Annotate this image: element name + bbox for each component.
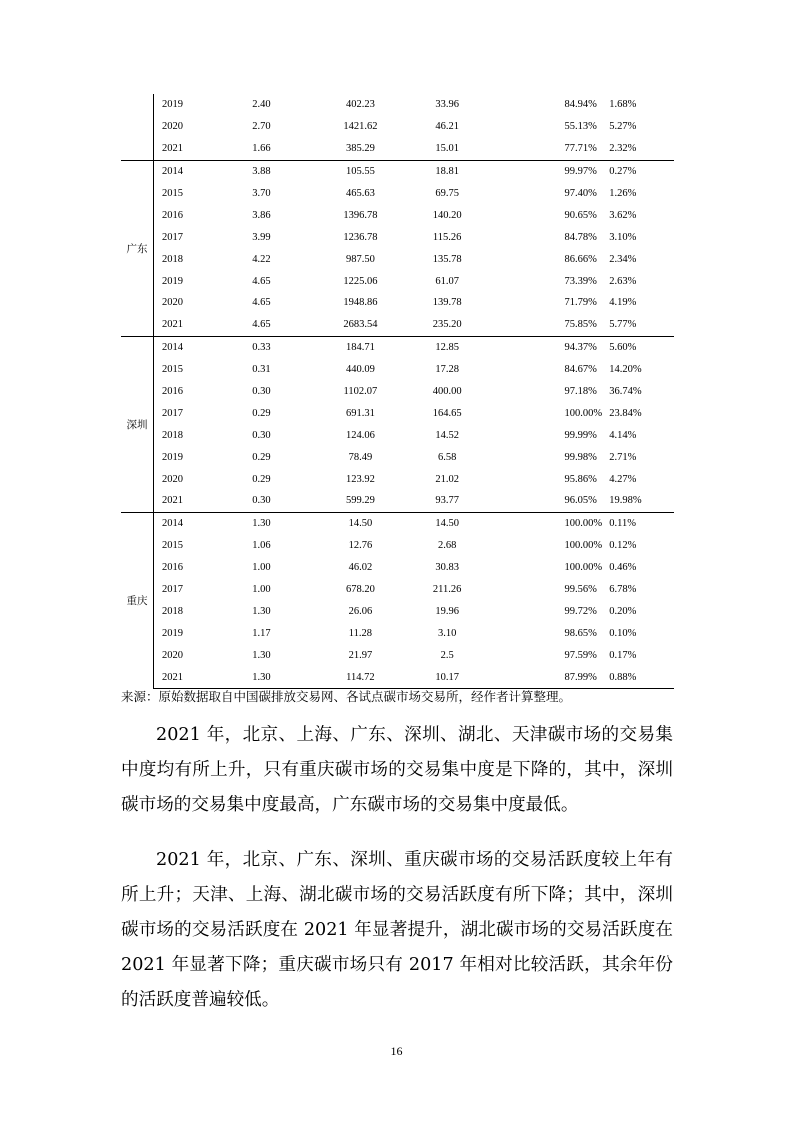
year-cell: 2019 — [162, 99, 183, 111]
volume-cell: 18.81 — [414, 160, 501, 182]
ratio-cell: 4.65 — [252, 297, 271, 309]
table-row — [121, 138, 674, 160]
volume-cell: 2.5 — [440, 649, 454, 661]
activity-cell: 3.10% — [609, 231, 637, 243]
table-row — [121, 183, 674, 205]
amount-cell: 1948.86 — [343, 297, 378, 309]
table-row — [121, 579, 674, 601]
year-cell: 2016 — [162, 562, 183, 574]
concentration-cell: 97.40% — [564, 188, 597, 199]
amount-cell: 46.02 — [348, 562, 373, 574]
year-cell: 2014 — [154, 512, 241, 534]
ratio-cell: 0.29 — [252, 473, 271, 485]
year-cell: 2020 — [162, 473, 183, 485]
ratio-cell: 1.00 — [252, 584, 271, 596]
amount-cell: 21.97 — [348, 649, 373, 661]
concentration-cell: 84.78% — [564, 231, 597, 243]
table-row — [121, 468, 674, 490]
table-row — [121, 314, 674, 336]
region-cell: 深圳 — [121, 336, 154, 512]
volume-cell: 19.96 — [435, 605, 459, 617]
table-row — [121, 94, 674, 116]
ratio-cell: 4.22 — [252, 253, 271, 265]
activity-cell: 0.12% — [609, 540, 637, 552]
concentration-cell: 100.00% — [564, 562, 603, 574]
year-cell: 2017 — [162, 407, 183, 419]
ratio-cell: 1.06 — [252, 540, 271, 552]
year-cell: 2018 — [162, 429, 183, 441]
volume-cell: 30.83 — [435, 562, 459, 574]
activity-cell: 1.26% — [609, 188, 637, 199]
volume-cell: 140.20 — [432, 209, 462, 221]
region-cell: 重庆 — [121, 512, 154, 688]
table-row — [121, 644, 674, 666]
ratio-cell: 1.30 — [240, 512, 327, 534]
ratio-cell: 2.40 — [252, 99, 271, 111]
activity-cell: 2.71% — [609, 451, 637, 463]
activity-cell: 0.46% — [609, 562, 637, 574]
volume-cell: 15.01 — [435, 143, 459, 155]
concentration-cell: 87.99% — [501, 666, 588, 688]
ratio-cell: 1.30 — [240, 666, 327, 688]
amount-cell: 1236.78 — [343, 231, 378, 243]
amount-cell: 987.50 — [345, 253, 375, 265]
amount-cell: 402.23 — [345, 99, 375, 111]
volume-cell: 14.52 — [435, 429, 459, 441]
ratio-cell: 1.66 — [252, 143, 271, 155]
amount-cell: 599.29 — [345, 495, 375, 507]
volume-cell: 14.50 — [414, 512, 501, 534]
amount-cell: 1396.78 — [343, 209, 378, 221]
amount-cell: 123.92 — [345, 473, 375, 485]
activity-cell: 14.20% — [609, 364, 642, 376]
activity-cell: 23.84% — [609, 407, 642, 419]
year-cell: 2019 — [162, 451, 183, 463]
table-row — [121, 512, 674, 534]
region-cell: 广东 — [121, 160, 154, 336]
table-row — [121, 402, 674, 424]
concentration-cell: 55.13% — [564, 121, 597, 133]
table-row — [121, 204, 674, 226]
table-row — [121, 600, 674, 622]
volume-cell: 21.02 — [435, 473, 459, 485]
concentration-cell: 99.98% — [564, 451, 597, 463]
volume-cell: 12.85 — [414, 336, 501, 358]
ratio-cell: 1.30 — [252, 649, 271, 661]
year-cell: 2021 — [154, 666, 241, 688]
volume-cell: 115.26 — [432, 231, 462, 243]
table-row — [121, 381, 674, 403]
concentration-cell: 73.39% — [564, 275, 597, 287]
volume-cell: 135.78 — [432, 253, 462, 265]
activity-cell: 0.20% — [609, 605, 637, 617]
volume-cell: 69.75 — [435, 188, 459, 199]
concentration-cell: 98.65% — [564, 627, 597, 639]
ratio-cell: 3.86 — [252, 209, 271, 221]
table-row — [121, 557, 674, 579]
amount-cell: 26.06 — [348, 605, 373, 617]
table-row — [121, 292, 674, 314]
table-row — [121, 424, 674, 446]
activity-cell: 1.68% — [609, 99, 637, 111]
concentration-cell: 96.05% — [564, 495, 597, 507]
concentration-cell: 99.56% — [564, 584, 597, 596]
table-source-note: 来源：原始数据取自中国碳排放交易网、各试点碳市场交易所，经作者计算整理。 — [121, 689, 572, 704]
volume-cell: 46.21 — [435, 121, 459, 133]
ratio-cell: 0.31 — [252, 364, 271, 376]
amount-cell: 14.50 — [327, 512, 414, 534]
activity-cell: 0.27% — [587, 160, 674, 182]
amount-cell: 114.72 — [327, 666, 414, 688]
year-cell: 2018 — [162, 605, 183, 617]
activity-cell: 0.10% — [609, 627, 637, 639]
ratio-cell: 0.30 — [252, 429, 271, 441]
volume-cell: 10.17 — [414, 666, 501, 688]
table-row — [121, 535, 674, 557]
year-cell: 2021 — [162, 143, 183, 155]
ratio-cell: 1.30 — [252, 605, 271, 617]
year-cell: 2020 — [162, 121, 183, 133]
amount-cell: 691.31 — [345, 407, 375, 419]
amount-cell: 2683.54 — [343, 319, 378, 331]
volume-cell: 3.10 — [437, 627, 457, 639]
activity-cell: 2.63% — [609, 275, 637, 287]
concentration-cell: 71.79% — [564, 297, 597, 309]
amount-cell: 678.20 — [345, 584, 375, 596]
volume-cell: 61.07 — [435, 275, 459, 287]
activity-cell: 4.27% — [609, 473, 637, 485]
activity-cell: 0.88% — [587, 666, 674, 688]
activity-cell: 6.78% — [609, 584, 637, 596]
amount-cell: 105.55 — [327, 160, 414, 182]
year-cell: 2017 — [162, 584, 183, 596]
activity-cell: 4.14% — [609, 429, 637, 441]
concentration-cell: 84.67% — [564, 364, 597, 376]
table-row — [121, 270, 674, 292]
table-row — [121, 359, 674, 381]
concentration-cell: 100.00% — [564, 540, 603, 552]
ratio-cell: 3.88 — [240, 160, 327, 182]
activity-cell: 2.34% — [609, 253, 637, 265]
ratio-cell: 4.65 — [252, 275, 271, 287]
concentration-cell: 99.99% — [564, 429, 597, 441]
year-cell: 2015 — [162, 540, 183, 552]
ratio-cell: 4.65 — [252, 319, 271, 331]
year-cell: 2016 — [162, 209, 183, 221]
activity-cell: 3.62% — [609, 209, 637, 221]
amount-cell: 124.06 — [345, 429, 375, 441]
table-row — [121, 336, 674, 358]
volume-cell: 93.77 — [435, 495, 459, 507]
amount-cell: 1225.06 — [343, 275, 378, 287]
volume-cell: 211.26 — [432, 584, 462, 596]
concentration-cell: 97.59% — [564, 649, 597, 661]
activity-cell: 4.19% — [609, 297, 637, 309]
year-cell: 2014 — [154, 160, 241, 182]
table-row — [121, 116, 674, 138]
ratio-cell: 0.33 — [240, 336, 327, 358]
concentration-cell: 75.85% — [564, 319, 597, 331]
concentration-cell: 86.66% — [564, 253, 597, 265]
year-cell: 2015 — [162, 364, 183, 376]
ratio-cell: 0.29 — [252, 451, 271, 463]
concentration-cell: 97.18% — [564, 386, 597, 398]
year-cell: 2018 — [162, 253, 183, 265]
amount-cell: 465.63 — [345, 188, 375, 199]
concentration-cell: 90.65% — [564, 209, 597, 221]
amount-cell: 1102.07 — [343, 386, 378, 398]
concentration-cell: 100.00% — [564, 407, 603, 419]
ratio-cell: 2.70 — [252, 121, 271, 133]
ratio-cell: 3.99 — [252, 231, 271, 243]
paragraph-concentration: 2021 年，北京、上海、广东、深圳、湖北、天津碳市场的交易集中度均有所上升，只有重庆碳市场的交易集中度是下降的，其中，深圳碳市场的交易集中度最高，广东碳市场的交易集中度最低。 — [121, 725, 673, 815]
activity-cell: 5.60% — [587, 336, 674, 358]
ratio-cell: 1.00 — [252, 562, 271, 574]
amount-cell: 440.09 — [345, 364, 375, 376]
concentration-cell: 84.94% — [564, 99, 597, 111]
year-cell: 2019 — [162, 627, 183, 639]
activity-cell: 19.98% — [609, 495, 642, 507]
volume-cell: 400.00 — [432, 386, 462, 398]
concentration-cell: 100.00% — [501, 512, 588, 534]
activity-cell: 2.32% — [609, 143, 637, 155]
table-row — [121, 248, 674, 270]
year-cell: 2015 — [162, 188, 183, 199]
activity-cell: 0.17% — [609, 649, 637, 661]
year-cell: 2016 — [162, 386, 183, 398]
concentration-cell: 95.86% — [564, 473, 597, 485]
activity-cell: 5.27% — [609, 121, 637, 133]
volume-cell: 17.28 — [435, 364, 459, 376]
year-cell: 2020 — [162, 649, 183, 661]
year-cell: 2021 — [162, 319, 183, 331]
volume-cell: 164.65 — [432, 407, 462, 419]
table-row — [121, 160, 674, 182]
year-cell: 2014 — [154, 336, 241, 358]
amount-cell: 11.28 — [348, 627, 372, 639]
table-row — [121, 622, 674, 644]
region-cell — [121, 94, 154, 160]
year-cell: 2021 — [162, 495, 183, 507]
table-row — [121, 226, 674, 248]
concentration-cell: 99.72% — [564, 605, 597, 617]
volume-cell: 2.68 — [437, 540, 457, 552]
table-row — [121, 446, 674, 468]
volume-cell: 33.96 — [435, 99, 459, 111]
year-cell: 2020 — [162, 297, 183, 309]
page-number: 16 — [390, 1044, 403, 1058]
year-cell: 2019 — [162, 275, 183, 287]
volume-cell: 235.20 — [432, 319, 462, 331]
activity-cell: 36.74% — [609, 386, 642, 398]
amount-cell: 78.49 — [348, 451, 373, 463]
ratio-cell: 1.17 — [252, 627, 271, 639]
ratio-cell: 3.70 — [252, 188, 271, 199]
concentration-cell: 99.97% — [501, 160, 588, 182]
paragraph-activity: 2021 年，北京、广东、深圳、重庆碳市场的交易活跃度较上年有所上升；天津、上海、湖北碳市场的交易活跃度有所下降；其中，深圳碳市场的交易活跃度在 2021 年显著提升，湖北碳市场的交易活跃度在 2021 年显著下降；重庆碳市场只有 2017 年相对比较活跃，其余年份的活跃度普遍较低。 — [121, 850, 673, 1010]
volume-cell: 139.78 — [432, 297, 462, 309]
table-row — [121, 490, 674, 512]
year-cell: 2017 — [162, 231, 183, 243]
amount-cell: 385.29 — [345, 143, 375, 155]
ratio-cell: 0.29 — [252, 407, 271, 419]
amount-cell: 1421.62 — [343, 121, 378, 133]
ratio-cell: 0.30 — [252, 386, 271, 398]
volume-cell: 6.58 — [437, 451, 457, 463]
carbon-market-table — [121, 94, 674, 689]
amount-cell: 12.76 — [348, 540, 373, 552]
activity-cell: 0.11% — [587, 512, 674, 534]
ratio-cell: 0.30 — [252, 495, 271, 507]
concentration-cell: 94.37% — [501, 336, 588, 358]
table-row — [121, 666, 674, 688]
activity-cell: 5.77% — [609, 319, 637, 331]
amount-cell: 184.71 — [327, 336, 414, 358]
concentration-cell: 77.71% — [564, 143, 597, 155]
